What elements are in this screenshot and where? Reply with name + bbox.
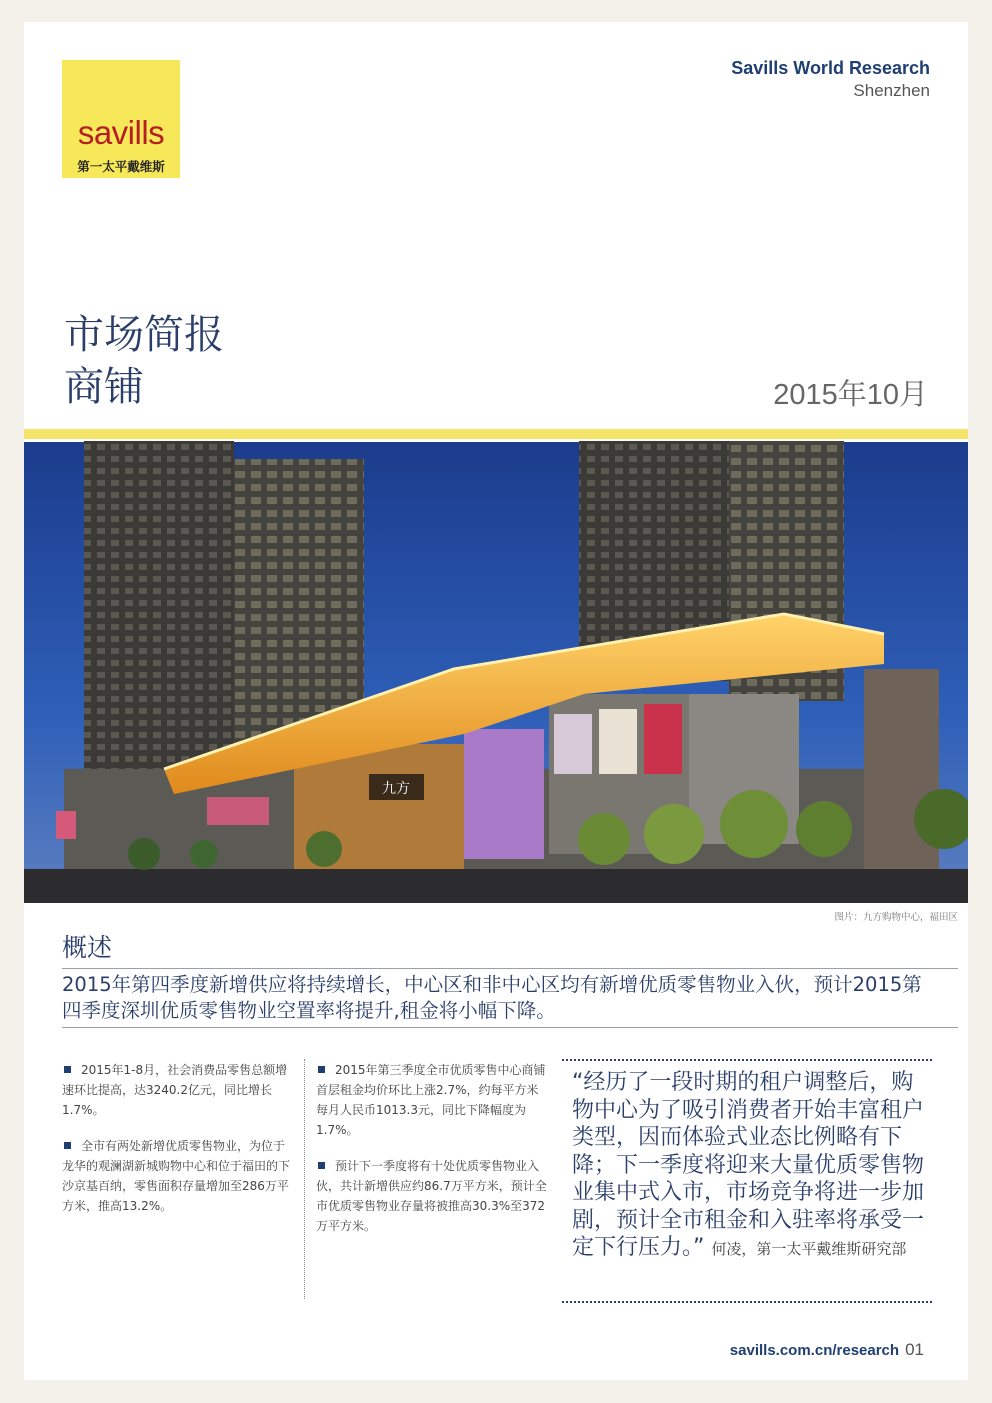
- logo-subtitle: 第一太平戴维斯: [77, 159, 165, 174]
- tower-left: [84, 441, 234, 801]
- report-date: 2015年10月: [773, 379, 928, 411]
- pull-quote: [562, 1059, 932, 1303]
- overview-rule-top: [62, 968, 958, 969]
- bullet-item: [316, 1060, 548, 1140]
- footer-url[interactable]: savills.com.cn/research: [729, 1342, 900, 1359]
- pull-quote-text: [572, 1069, 932, 1264]
- overview-rule-bottom: [62, 1027, 958, 1028]
- column-divider: [304, 1059, 305, 1299]
- bullet-square-icon: [64, 1142, 71, 1149]
- column-middle: [316, 1060, 548, 1252]
- page-footer: [730, 1340, 924, 1360]
- report-page: [24, 22, 968, 1380]
- bullet-square-icon: [318, 1066, 325, 1073]
- hero-photo: [24, 429, 968, 903]
- bullet-text: 2015年1-8月，社会消费品零售总额增速环比提高，达3240.2亿元，同比增长1.7%。: [62, 1063, 288, 1117]
- mall-sign: 九方: [382, 781, 410, 797]
- savills-logo: [62, 60, 180, 178]
- overview-heading: 概述: [62, 933, 113, 962]
- brand-title: Savills World Research: [731, 58, 930, 78]
- quote-author: 何凌，第一太平戴维斯研究部: [711, 1240, 907, 1258]
- plaza-ground: [24, 869, 968, 903]
- bullet-text: 全市有两处新增优质零售物业，为位于龙华的观澜湖新城购物中心和位于福田的下沙京基百纳，零售面积存量增加至286万平方米，推高13.2%。: [62, 1139, 291, 1213]
- brand-header: [731, 58, 930, 101]
- mall-glass-facade: [464, 729, 544, 859]
- bullet-text: 2015年第三季度全市优质零售中心商铺首层租金均价环比上涨2.7%，约每平方米每月人民币1013.3元，同比下降幅度为1.7%。: [316, 1063, 546, 1137]
- bullet-item: [62, 1136, 294, 1216]
- bullet-item: [316, 1156, 548, 1236]
- brand-city: Shenzhen: [853, 81, 930, 100]
- column-left: [62, 1060, 294, 1232]
- report-title: 市场简报: [64, 312, 224, 358]
- bullet-item: [62, 1060, 294, 1120]
- logo-wordmark: savills: [77, 114, 165, 151]
- overview-summary: 2015年第四季度新增供应将持续增长，中心区和非中心区均有新增优质零售物业入伙，预计2015第四季度深圳优质零售物业空置率将提升,租金将小幅下降。: [62, 973, 922, 1022]
- bullet-square-icon: [318, 1162, 325, 1169]
- page-number: 01: [905, 1340, 924, 1359]
- report-subtitle: 商铺: [64, 364, 144, 410]
- photo-caption: 图片：九方购物中心，福田区: [834, 912, 958, 923]
- bullet-text: 预计下一季度将有十处优质零售物业入伙，共计新增供应约86.7万平方米，预计全市优质零售物业存量将被推高30.3%至372万平方米。: [316, 1159, 547, 1233]
- bullet-square-icon: [64, 1066, 71, 1073]
- quote-body: “经历了一段时期的租户调整后，购物中心为了吸引消费者开始丰富租户类型，因而体验式业态比例略有下降；下一季度将迎来大量优质零售物业集中式入市，市场竞争将进一步加剧，预计全市租金和入驻率将承受一定下行压力。”: [572, 1070, 925, 1260]
